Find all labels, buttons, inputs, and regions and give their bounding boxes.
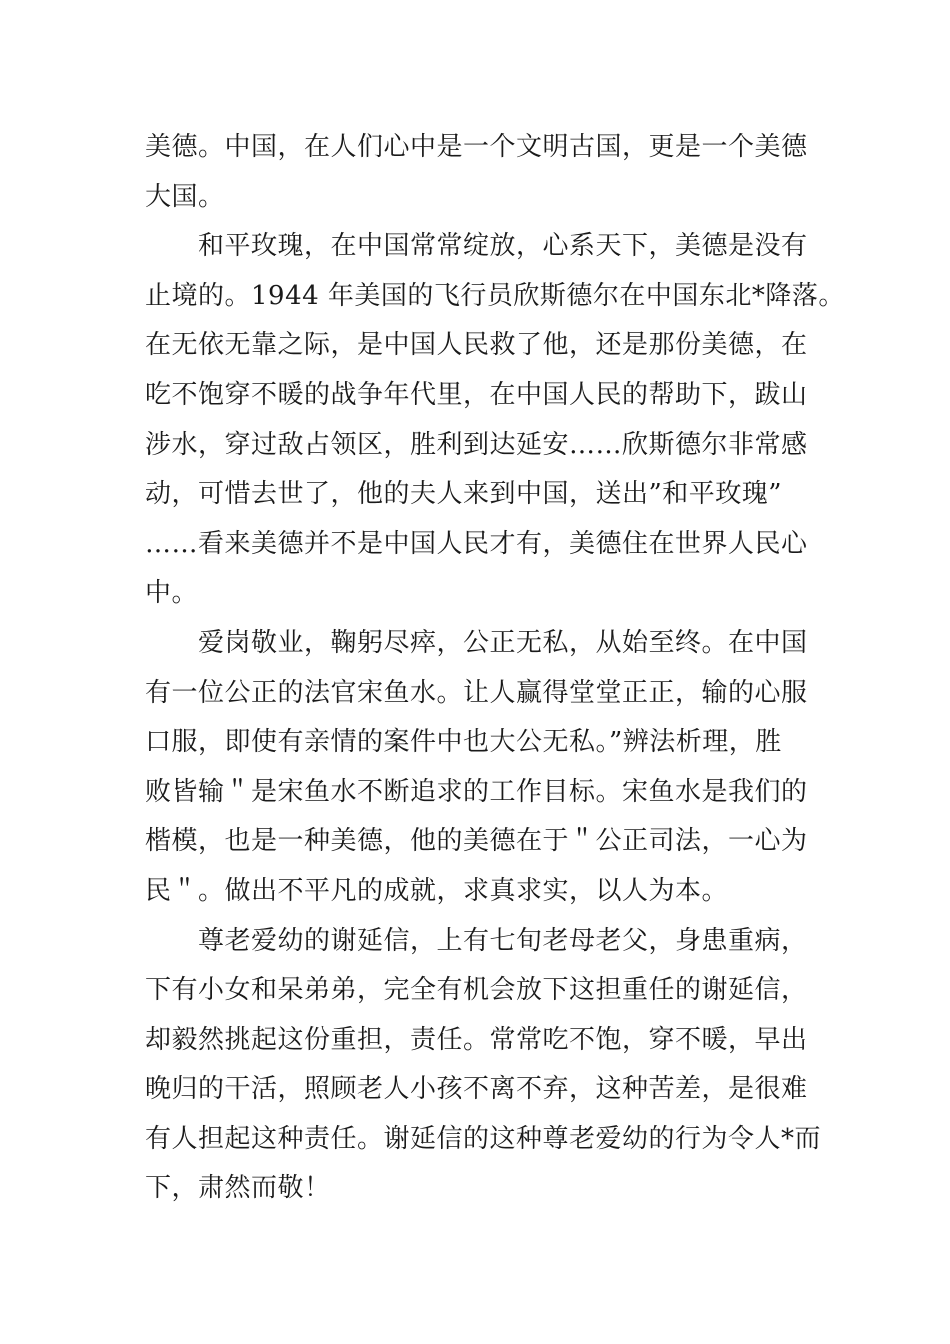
text-line: 和平玫瑰，在中国常常绽放，心系天下，美德是没有 xyxy=(198,231,808,262)
text-line: 吃不饱穿不暖的战争年代里，在中国人民的帮助下，跋山 xyxy=(145,379,808,410)
text-line: 民＂。做出不平凡的成就，求真求实，以人为本。 xyxy=(145,875,729,906)
text-line: 在无依无靠之际，是中国人民救了他，还是那份美德，在 xyxy=(145,330,808,361)
text-line: 楷模，也是一种美德，他的美德在于＂公正司法，一心为 xyxy=(145,826,808,857)
text-line: 口服，即使有亲情的案件中也大公无私。”辨法析理，胜 xyxy=(145,727,782,758)
text-line: 尊老爱幼的谢延信，上有七旬老母老父，身患重病， xyxy=(198,925,808,956)
text-line: 有人担起这种责任。谢延信的这种尊老爱幼的行为令人*而 xyxy=(145,1123,822,1154)
text-line: 晚归的干活，照顾老人小孩不离不弃，这种苦差，是很难 xyxy=(145,1074,808,1105)
text-line: 动，可惜去世了，他的夫人来到中国，送出”和平玫瑰” xyxy=(145,479,783,510)
text-line: 涉水，穿过敌占领区，胜利到达延安……欣斯德尔非常感 xyxy=(145,429,808,460)
text-line: 美德。中国，在人们心中是一个文明古国，更是一个美德 xyxy=(145,132,808,162)
paragraph-1 xyxy=(145,123,810,222)
paragraph-4 xyxy=(145,917,822,1215)
document-page xyxy=(145,123,845,1214)
text-line: 下有小女和呆弟弟，完全有机会放下这担重任的谢延信， xyxy=(145,975,808,1006)
text-line: 却毅然挑起这份重担，责任。常常吃不饱，穿不暖，早出 xyxy=(145,1024,808,1055)
text-line: 败皆输＂是宋鱼水不断追求的工作目标。宋鱼水是我们的 xyxy=(145,776,808,807)
text-line: 爱岗敬业，鞠躬尽瘁，公正无私，从始至终。在中国 xyxy=(198,627,808,658)
paragraph-3 xyxy=(145,619,810,917)
text-line: 中。 xyxy=(145,578,199,609)
paragraph-2 xyxy=(145,222,845,619)
text-line: ……看来美德并不是中国人民才有，美德住在世界人民心 xyxy=(145,528,808,559)
text-line: 大国。 xyxy=(145,181,225,212)
text-line: 下，肃然而敬！ xyxy=(145,1173,331,1204)
text-line: 止境的。1944 年美国的飞行员欣斯德尔在中国东北*降落。 xyxy=(145,280,845,311)
text-line: 有一位公正的法官宋鱼水。让人赢得堂堂正正，输的心服 xyxy=(145,677,808,708)
